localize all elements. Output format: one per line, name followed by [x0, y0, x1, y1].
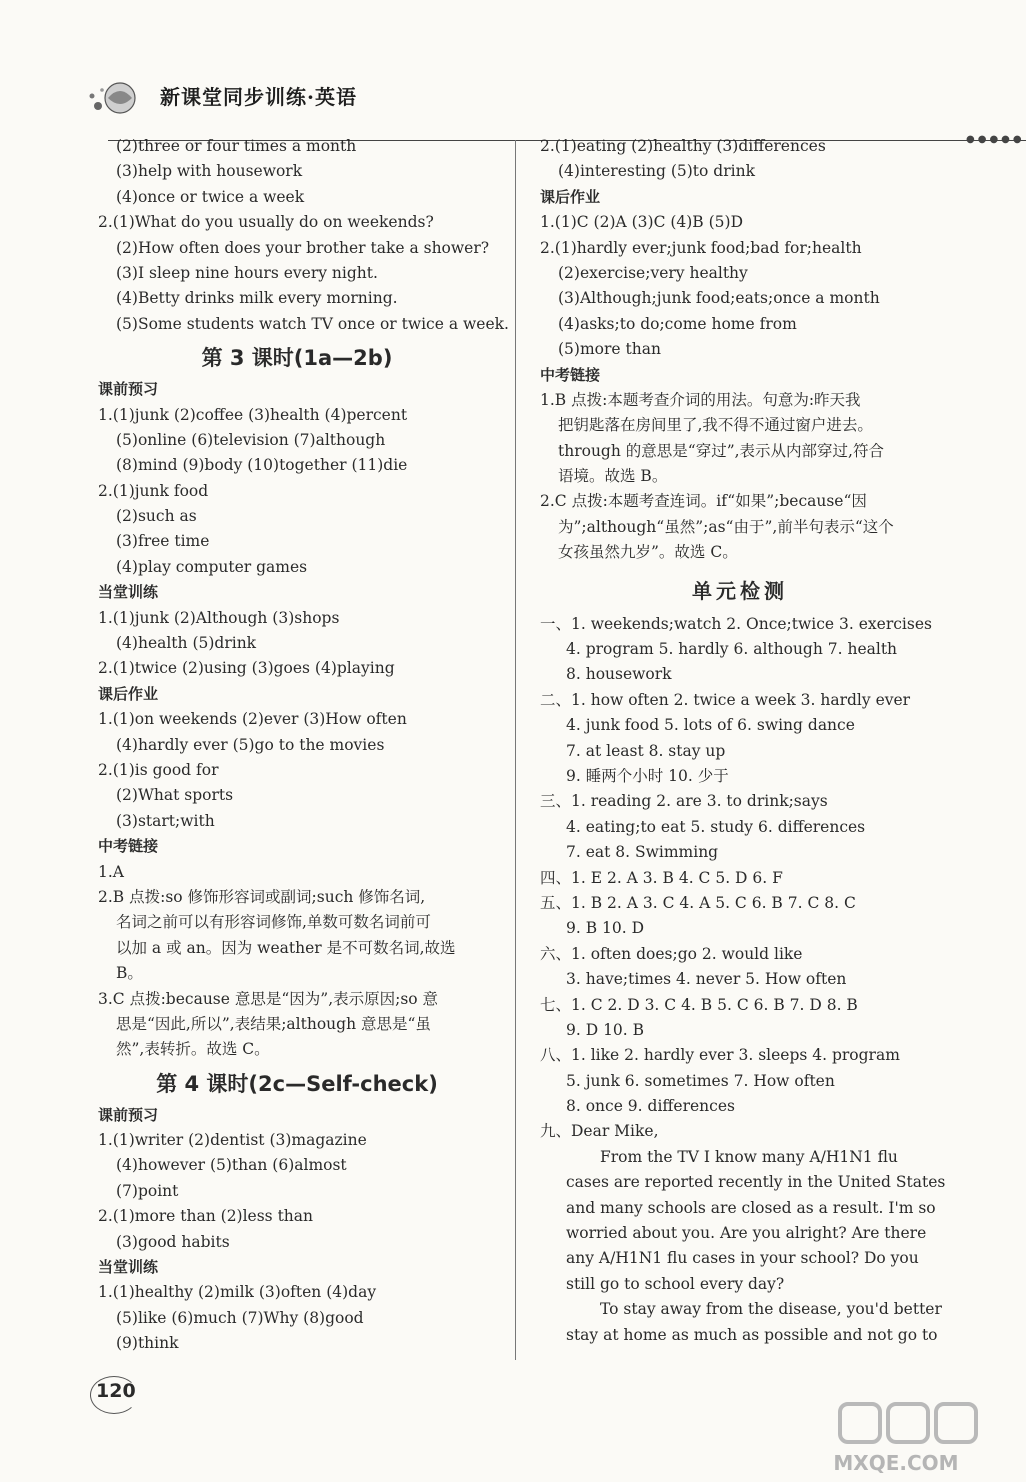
answer-line: 四、1. E 2. A 3. B 4. C 5. D 6. F [540, 868, 783, 887]
section-heading: 中考链接 [98, 837, 159, 856]
paragraph-first-line: 1.B 点拨:本题考查介词的用法。句意为:昨天我 [540, 390, 861, 409]
unit-test-title: 单元检测 [692, 578, 788, 603]
answer-line: (5)online (6)television (7)although [116, 430, 386, 449]
answer-line: (5)Some students watch TV once or twice a week. [116, 314, 509, 333]
paragraph-first-line: 2.B 点拨:so 修饰形容词或副词;such 修饰名词, [98, 887, 426, 906]
answer-line: (3)start;with [116, 811, 215, 830]
paragraph-first-line: From the TV I know many A/H1N1 flu [600, 1147, 898, 1166]
answer-line: 三、1. reading 2. are 3. to drink;says [540, 792, 828, 811]
answer-line: 5. junk 6. sometimes 7. How often [566, 1071, 835, 1090]
answer-line: (4)hardly ever (5)go to the movies [116, 735, 385, 754]
right-column [540, 134, 946, 1348]
answer-line: 9. D 10. B [566, 1020, 645, 1039]
column-divider [515, 140, 516, 1360]
watermark-logo [800, 1400, 990, 1478]
paragraph-line: and many schools are closed as a result. I'm so [566, 1198, 936, 1217]
paragraph-line: stay at home as much as possible and not go to [566, 1325, 938, 1344]
answer-line: 8. once 9. differences [566, 1097, 735, 1116]
answer-line: 六、1. often does;go 2. would like [540, 944, 803, 963]
header-dots-ornament: ●●●●● [966, 134, 1025, 145]
answer-line: 2.(1)eating (2)healthy (3)differences [540, 137, 826, 155]
answer-line: (5)more than [558, 340, 661, 359]
answer-line: 1.(1)junk (2)Although (3)shops [98, 608, 340, 627]
paragraph-line: any A/H1N1 flu cases in your school? Do you [566, 1249, 919, 1268]
answer-line: 1.(1)C (2)A (3)C (4)B (5)D [540, 213, 744, 232]
answer-line: (4)once or twice a week [116, 187, 305, 206]
section-heading: 课前预习 [98, 380, 159, 399]
answer-line: 4. program 5. hardly 6. although 7. health [566, 640, 898, 659]
answer-line: 8. housework [566, 665, 672, 684]
header-title: 新课堂同步训练·英语 [160, 85, 357, 109]
page-number [96, 1380, 140, 1410]
explanation-paragraph [98, 987, 496, 1063]
answer-line: 九、Dear Mike, [540, 1122, 659, 1141]
answer-line: 二、1. how often 2. twice a week 3. hardly ever [540, 690, 911, 709]
paragraph-line: 以加 a 或 an。因为 weather 是不可数名词,故选 [116, 938, 456, 957]
left-column [98, 134, 509, 1357]
answer-line: (2)three or four times a month [116, 137, 357, 155]
paragraph-first-line: 3.C 点拨:because 意思是“因为”,表示原因;so 意 [98, 989, 439, 1008]
paragraph-line: 思是“因此,所以”,表结果;although 意思是“虽 [116, 1014, 431, 1033]
watermark-text: MXQE.COM [833, 1451, 959, 1475]
paragraph-line: 语境。故选 B。 [558, 467, 668, 486]
paragraph-first-line: To stay away from the disease, you'd better [600, 1300, 942, 1319]
section-heading: 课后作业 [540, 187, 601, 206]
answer-line: (4)Betty drinks milk every morning. [116, 289, 398, 308]
answer-line: 七、1. C 2. D 3. C 4. B 5. C 6. B 7. D 8. B [540, 995, 858, 1014]
paragraph-line: cases are reported recently in the United States [566, 1173, 946, 1192]
answer-line: (5)like (6)much (7)Why (8)good [116, 1308, 364, 1327]
section-heading: 中考链接 [540, 365, 601, 384]
answer-line: 9. B 10. D [566, 919, 645, 938]
answer-line: (2)exercise;very healthy [558, 263, 748, 282]
answer-line: (3)free time [116, 532, 210, 551]
explanation-paragraph [98, 885, 496, 987]
answer-line: 7. at least 8. stay up [566, 741, 726, 760]
letter-paragraph [540, 1145, 946, 1297]
paragraph-line: 名词之前可以有形容词修饰,单数可数名词前可 [116, 913, 431, 932]
section-heading: 当堂训练 [98, 583, 159, 602]
answer-line: (4)play computer games [116, 557, 308, 576]
answer-line: 八、1. like 2. hardly ever 3. sleeps 4. program [540, 1046, 900, 1065]
paragraph-line: worried about you. Are you alright? Are there [566, 1224, 927, 1243]
paragraph-line: through 的意思是“穿过”,表示从内部穿过,符合 [558, 441, 884, 460]
answer-line: 1.(1)healthy (2)milk (3)often (4)day [98, 1283, 377, 1302]
answer-line: (3)Although;junk food;eats;once a month [558, 289, 880, 308]
answer-line: (4)asks;to do;come home from [558, 314, 797, 333]
answer-line: 1.A [98, 862, 124, 881]
paragraph-first-line: 2.C 点拨:本题考查连词。if“如果”;because“因 [540, 492, 867, 511]
answer-line: 2.(1)more than (2)less than [98, 1207, 314, 1226]
answer-line: (2)How often does your brother take a shower? [116, 238, 490, 257]
paragraph-line: still go to school every day? [566, 1274, 785, 1293]
answer-line: 五、1. B 2. A 3. C 4. A 5. C 6. B 7. C 8. C [540, 893, 856, 912]
page-header [86, 76, 1025, 145]
answer-line: 4. junk food 5. lots of 6. swing dance [566, 716, 855, 735]
explanation-paragraph [540, 388, 940, 490]
answer-line: 2.(1)What do you usually do on weekends? [98, 213, 434, 232]
answer-line: (9)think [116, 1334, 179, 1353]
answer-line: (2)such as [116, 507, 197, 526]
answer-line: 2.(1)hardly ever;junk food;bad for;health [540, 238, 862, 257]
answer-line: 3. have;times 4. never 5. How often [566, 970, 847, 989]
paragraph-line: B。 [116, 964, 143, 983]
answer-line: 9. 睡两个小时 10. 少于 [566, 766, 729, 785]
answer-line: (7)point [116, 1181, 179, 1200]
answer-line: 4. eating;to eat 5. study 6. differences [566, 817, 866, 836]
answer-line: 一、1. weekends;watch 2. Once;twice 3. exercises [540, 614, 932, 633]
answer-line: 2.(1)junk food [98, 481, 209, 500]
answer-line: 7. eat 8. Swimming [566, 843, 719, 862]
answer-line: (3)help with housework [116, 162, 303, 181]
answer-line: (3)I sleep nine hours every night. [116, 263, 378, 282]
lesson-title: 第 3 课时(1a—2b) [201, 346, 393, 371]
paragraph-line: 把钥匙落在房间里了,我不得不通过窗户进去。 [558, 416, 873, 435]
answer-line: 1.(1)junk (2)coffee (3)health (4)percent [98, 405, 408, 424]
answer-line: (8)mind (9)body (10)together (11)die [116, 456, 408, 475]
answer-line: (4)health (5)drink [116, 634, 257, 653]
book-series-logo-icon [86, 80, 138, 116]
section-heading: 课前预习 [98, 1105, 159, 1124]
section-heading: 课后作业 [98, 684, 159, 703]
letter-paragraph [540, 1297, 940, 1348]
paragraph-line: 女孩虽然九岁”。故选 C。 [558, 543, 738, 562]
answer-line: 1.(1)on weekends (2)ever (3)How often [98, 710, 407, 729]
answer-line: 2.(1)twice (2)using (3)goes (4)playing [98, 659, 395, 678]
lesson-title: 第 4 课时(2c—Self-check) [156, 1071, 438, 1096]
answer-line: 2.(1)is good for [98, 760, 219, 779]
answer-line: (3)good habits [116, 1232, 230, 1251]
paragraph-line: 为”;although“虽然”;as“由于”,前半句表示“这个 [558, 517, 894, 536]
answer-line: (2)What sports [116, 786, 234, 805]
answer-line: 1.(1)writer (2)dentist (3)magazine [98, 1131, 367, 1150]
answer-line: (4)interesting (5)to drink [558, 162, 755, 181]
page-number-text: 120 [96, 1380, 136, 1402]
section-heading: 当堂训练 [98, 1258, 159, 1277]
answer-line: (4)however (5)than (6)almost [116, 1156, 347, 1175]
explanation-paragraph [540, 489, 940, 565]
paragraph-line: 然”,表转折。故选 C。 [116, 1040, 270, 1059]
